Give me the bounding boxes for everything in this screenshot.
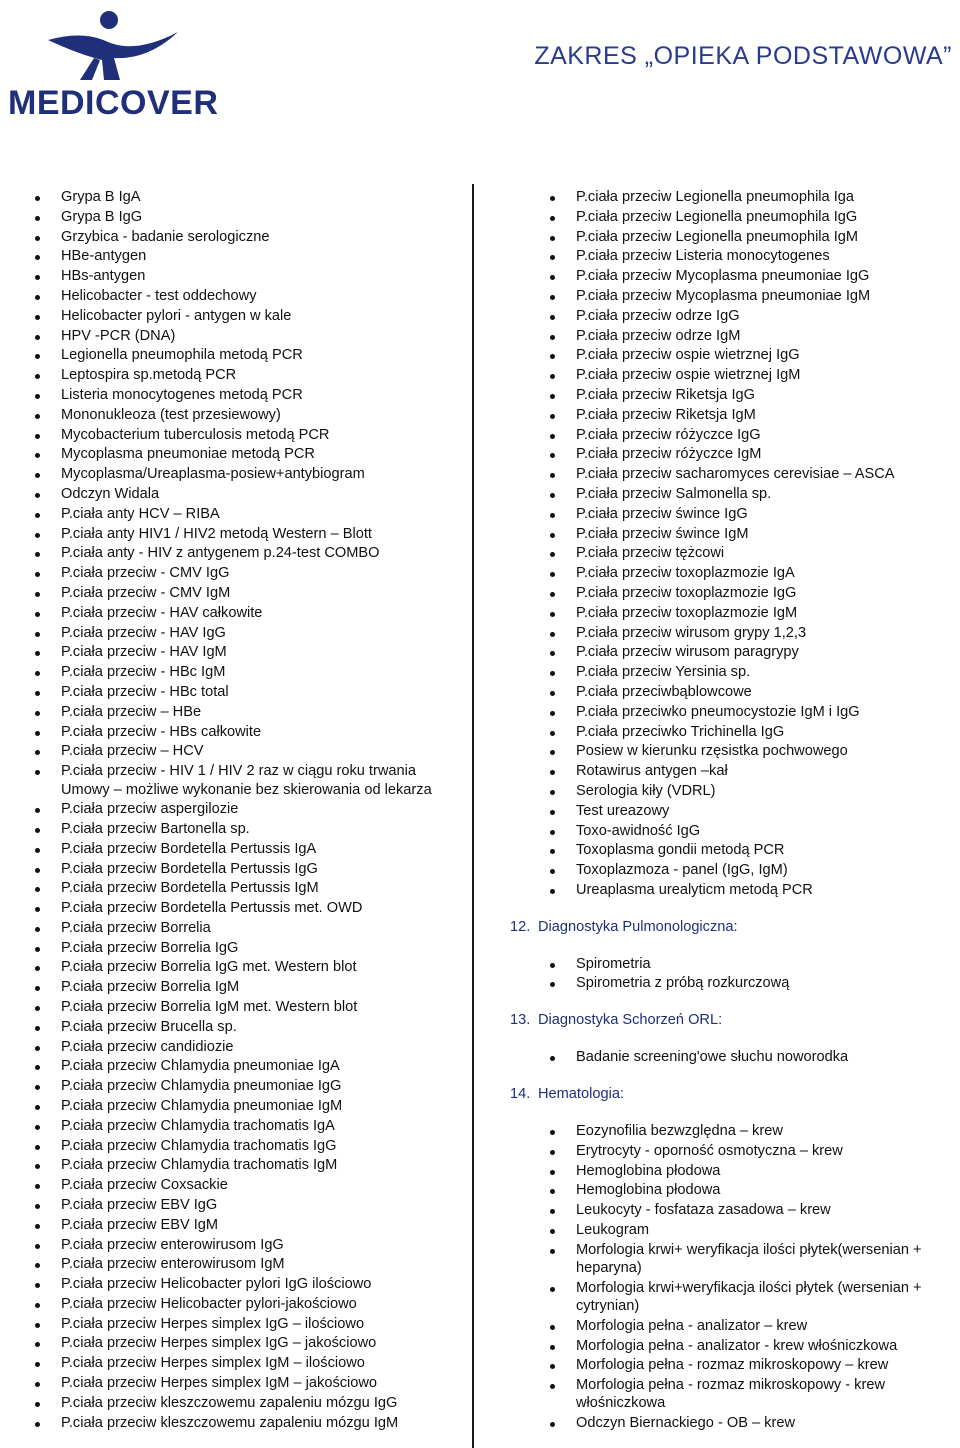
list-item: P.ciała przeciw Riketsja IgG <box>550 386 960 406</box>
list-item: P.ciała przeciw odrze IgM <box>550 327 960 347</box>
section-number: 12. <box>510 918 531 935</box>
list-item: HPV -PCR (DNA) <box>35 327 460 347</box>
list-item: Mononukleoza (test przesiewowy) <box>35 406 460 426</box>
list-item: P.ciała przeciw wirusom grypy 1,2,3 <box>550 624 960 644</box>
list-item: P.ciała przeciw różyczce IgG <box>550 426 960 446</box>
right-column <box>510 188 960 1434</box>
section-title: Diagnostyka Pulmonologiczna: <box>538 918 738 935</box>
list-item: P.ciała anty HIV1 / HIV2 metodą Western – Blott <box>35 525 460 545</box>
list-item: Morfologia pełna - rozmaz mikroskopowy – krew <box>550 1356 960 1376</box>
list-item: P.ciała przeciw Borrelia IgM <box>35 978 460 998</box>
list-item: Rotawirus antygen –kał <box>550 762 960 782</box>
list-item: Toxoplazmoza - panel (IgG, IgM) <box>550 861 960 881</box>
list-item: P.ciała anty HCV – RIBA <box>35 505 460 525</box>
medicover-logo <box>8 2 226 122</box>
list-item: P.ciała przeciw – HCV <box>35 742 460 762</box>
list-item: Grypa B IgG <box>35 208 460 228</box>
section-heading <box>510 1084 960 1104</box>
list-item: P.ciała przeciw różyczce IgM <box>550 445 960 465</box>
list-item: P.ciała przeciw - HBs całkowite <box>35 723 460 743</box>
logo-figure-icon <box>8 2 226 92</box>
list-item: P.ciała przeciw Chlamydia pneumoniae IgG <box>35 1077 460 1097</box>
list-item: P.ciała przeciw Bordetella Pertussis IgG <box>35 860 460 880</box>
list-item: HBs-antygen <box>35 267 460 287</box>
list-item: P.ciała przeciw Bordetella Pertussis IgM <box>35 879 460 899</box>
list-item: P.ciała przeciw Chlamydia trachomatis IgG <box>35 1137 460 1157</box>
section-title: Diagnostyka Schorzeń ORL: <box>538 1012 723 1029</box>
list-item: P.ciała przeciw Legionella pneumophila IgG <box>550 208 960 228</box>
section-number: 13. <box>510 1012 531 1029</box>
list-item: Ureaplasma urealyticm metodą PCR <box>550 881 960 901</box>
sections <box>510 917 960 1434</box>
list-item: Morfologia krwi+weryfikacja ilości płytek (wersenian + cytrynian) <box>550 1279 960 1317</box>
list-item: P.ciała przeciw wirusom paragrypy <box>550 643 960 663</box>
list-item: Grypa B IgA <box>35 188 460 208</box>
list-item: Spirometria <box>550 955 960 975</box>
list-item: P.ciała przeciw Brucella sp. <box>35 1018 460 1038</box>
list-item: Listeria monocytogenes metodą PCR <box>35 386 460 406</box>
list-item: P.ciała przeciw – HBe <box>35 703 460 723</box>
list-item: Erytrocyty - oporność osmotyczna – krew <box>550 1142 960 1162</box>
list-item: P.ciała przeciw Borrelia IgG <box>35 939 460 959</box>
list-item: HBe-antygen <box>35 247 460 267</box>
list-item: P.ciała przeciw Mycoplasma pneumoniae IgG <box>550 267 960 287</box>
list-item: P.ciała przeciw Legionella pneumophila Iga <box>550 188 960 208</box>
list-item: P.ciała przeciw - CMV IgM <box>35 584 460 604</box>
list-item: Odczyn Widala <box>35 485 460 505</box>
section-heading <box>510 917 960 937</box>
list-item: P.ciała przeciw toxoplazmozie IgG <box>550 584 960 604</box>
list-item: P.ciała przeciw Riketsja IgM <box>550 406 960 426</box>
list-item: P.ciała przeciw Borrelia IgM met. Western blot <box>35 998 460 1018</box>
section-list <box>550 1122 960 1434</box>
section-list <box>550 955 960 995</box>
list-item: Odczyn Biernackiego - OB – krew <box>550 1414 960 1434</box>
list-item: Morfologia pełna - rozmaz mikroskopowy - krew włośniczkowa <box>550 1376 960 1414</box>
page-title: ZAKRES „OPIEKA PODSTAWOWA” <box>534 42 952 70</box>
list-item: P.ciała przeciw tężcowi <box>550 544 960 564</box>
list-item: Mycoplasma pneumoniae metodą PCR <box>35 445 460 465</box>
section-heading <box>510 1010 960 1030</box>
list-item: Toxoplasma gondii metodą PCR <box>550 841 960 861</box>
list-item: Toxo-awidność IgG <box>550 822 960 842</box>
list-item: Leukogram <box>550 1221 960 1241</box>
list-item: P.ciała przeciw Bordetella Pertussis met. OWD <box>35 899 460 919</box>
list-item: P.ciała przeciw Yersinia sp. <box>550 663 960 683</box>
list-item: P.ciała przeciw - HBc total <box>35 683 460 703</box>
list-item: P.ciała przeciw Herpes simplex IgM – ilościowo <box>35 1354 460 1374</box>
list-item: P.ciała przeciw enterowirusom IgM <box>35 1255 460 1275</box>
list-item: P.ciała przeciw Bartonella sp. <box>35 820 460 840</box>
list-item: Morfologia krwi+ weryfikacja ilości płytek(wersenian + heparyna) <box>550 1241 960 1279</box>
list-item: P.ciała przeciw - HIV 1 / HIV 2 raz w ciągu roku trwania Umowy – możliwe wykonanie bez skierowania od lekarza <box>35 762 460 800</box>
list-item: Hemoglobina płodowa <box>550 1162 960 1182</box>
list-item: P.ciała przeciw - CMV IgG <box>35 564 460 584</box>
list-item: P.ciała przeciw - HAV IgG <box>35 624 460 644</box>
list-item: Eozynofilia bezwzględna – krew <box>550 1122 960 1142</box>
list-item: P.ciała przeciw Herpes simplex IgM – jakościowo <box>35 1374 460 1394</box>
list-item: P.ciała przeciw Helicobacter pylori-jakościowo <box>35 1295 460 1315</box>
list-item: P.ciała przeciw Legionella pneumophila IgM <box>550 228 960 248</box>
list-item: P.ciała przeciw Salmonella sp. <box>550 485 960 505</box>
list-item: P.ciała przeciw sacharomyces cerevisiae – ASCA <box>550 465 960 485</box>
list-item: Serologia kiły (VDRL) <box>550 782 960 802</box>
section-number: 14. <box>510 1086 531 1103</box>
list-item: P.ciała przeciw - HAV IgM <box>35 643 460 663</box>
list-item: P.ciała przeciw śwince IgM <box>550 525 960 545</box>
list-item: P.ciała przeciw enterowirusom IgG <box>35 1236 460 1256</box>
list-item: P.ciała przeciw Coxsackie <box>35 1176 460 1196</box>
list-item: P.ciała przeciw ospie wietrznej IgG <box>550 346 960 366</box>
list-item: P.ciała przeciwbąblowcowe <box>550 683 960 703</box>
list-item: Mycoplasma/Ureaplasma-posiew+antybiogram <box>35 465 460 485</box>
list-item: Hemoglobina płodowa <box>550 1181 960 1201</box>
section-title: Hematologia: <box>538 1086 624 1103</box>
list-item: P.ciała przeciw kleszczowemu zapaleniu mózgu IgG <box>35 1394 460 1414</box>
list-item: Grzybica - badanie serologiczne <box>35 228 460 248</box>
list-item: P.ciała przeciw Helicobacter pylori IgG ilościowo <box>35 1275 460 1295</box>
section-list <box>550 1048 960 1068</box>
list-item: Morfologia pełna - analizator – krew <box>550 1317 960 1337</box>
list-item: P.ciała anty - HIV z antygenem p.24-test COMBO <box>35 544 460 564</box>
list-item: P.ciała przeciw kleszczowemu zapaleniu mózgu IgM <box>35 1414 460 1434</box>
list-item: Leukocyty - fosfataza zasadowa – krew <box>550 1201 960 1221</box>
list-item: P.ciała przeciwko pneumocystozie IgM i IgG <box>550 703 960 723</box>
list-item: P.ciała przeciw Chlamydia pneumoniae IgA <box>35 1057 460 1077</box>
list-item: Spirometria z próbą rozkurczową <box>550 974 960 994</box>
list-item: P.ciała przeciwko Trichinella IgG <box>550 723 960 743</box>
list-item: P.ciała przeciw śwince IgG <box>550 505 960 525</box>
left-test-list <box>35 188 460 1433</box>
list-item: Badanie screening'owe słuchu noworodka <box>550 1048 960 1068</box>
list-item: Helicobacter - test oddechowy <box>35 287 460 307</box>
list-item: P.ciała przeciw Chlamydia trachomatis IgA <box>35 1117 460 1137</box>
list-item: Test ureazowy <box>550 802 960 822</box>
list-item: P.ciała przeciw EBV IgM <box>35 1216 460 1236</box>
logo-wordmark: MEDICOVER <box>8 84 219 122</box>
list-item: P.ciała przeciw Borrelia <box>35 919 460 939</box>
list-item: P.ciała przeciw toxoplazmozie IgA <box>550 564 960 584</box>
list-item: P.ciała przeciw toxoplazmozie IgM <box>550 604 960 624</box>
list-item: P.ciała przeciw Chlamydia pneumoniae IgM <box>35 1097 460 1117</box>
list-item: P.ciała przeciw aspergilozie <box>35 800 460 820</box>
list-item: P.ciała przeciw Mycoplasma pneumoniae IgM <box>550 287 960 307</box>
list-item: P.ciała przeciw ospie wietrznej IgM <box>550 366 960 386</box>
list-item: Leptospira sp.metodą PCR <box>35 366 460 386</box>
list-item: P.ciała przeciw odrze IgG <box>550 307 960 327</box>
list-item: P.ciała przeciw Bordetella Pertussis IgA <box>35 840 460 860</box>
list-item: Mycobacterium tuberculosis metodą PCR <box>35 426 460 446</box>
list-item: P.ciała przeciw - HAV całkowite <box>35 604 460 624</box>
list-item: P.ciała przeciw Chlamydia trachomatis IgM <box>35 1156 460 1176</box>
list-item: P.ciała przeciw Borrelia IgG met. Western blot <box>35 958 460 978</box>
list-item: P.ciała przeciw candidiozie <box>35 1038 460 1058</box>
list-item: Legionella pneumophila metodą PCR <box>35 346 460 366</box>
list-item: Morfologia pełna - analizator - krew włośniczkowa <box>550 1337 960 1357</box>
list-item: P.ciała przeciw EBV IgG <box>35 1196 460 1216</box>
list-item: Posiew w kierunku rzęsistka pochwowego <box>550 742 960 762</box>
left-column <box>35 188 460 1433</box>
list-item: P.ciała przeciw - HBc IgM <box>35 663 460 683</box>
list-item: P.ciała przeciw Herpes simplex IgG – jakościowo <box>35 1334 460 1354</box>
right-test-list <box>550 188 960 901</box>
list-item: Helicobacter pylori - antygen w kale <box>35 307 460 327</box>
list-item: P.ciała przeciw Listeria monocytogenes <box>550 247 960 267</box>
column-divider <box>472 184 474 1448</box>
list-item: P.ciała przeciw Herpes simplex IgG – ilościowo <box>35 1315 460 1335</box>
